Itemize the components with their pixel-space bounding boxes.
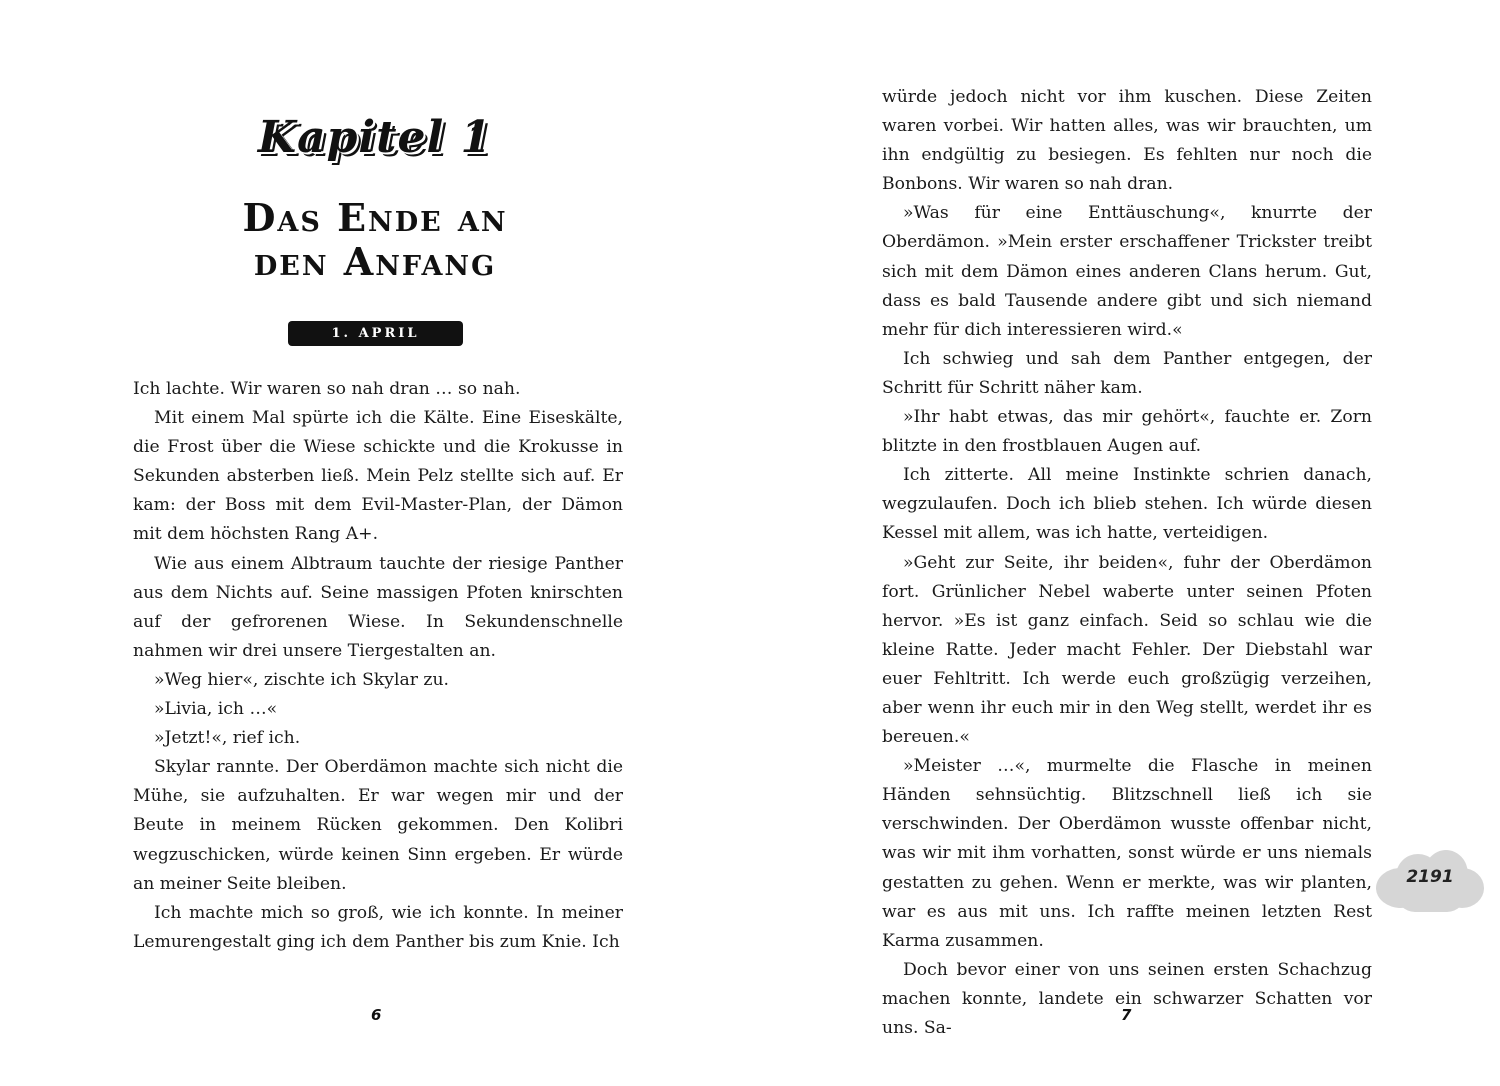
paragraph: Skylar rannte. Der Oberdämon machte sich nicht die Mühe, sie aufzuhalten. Er war wegen mir und der Beute in meinem Rücken gekommen. Den Kolibri wegzuschicken, würde keinen Sinn ergeben. Er würde an meiner Seite bleiben. xyxy=(133,757,623,894)
paragraph: Ich machte mich so groß, wie ich konnte. In meiner Lemurengestalt ging ich dem Panther bis zum Knie. Ich xyxy=(133,902,623,952)
right-page xyxy=(750,0,1500,1086)
cloud-badge xyxy=(1376,850,1484,912)
right-body-text xyxy=(882,83,1372,1043)
paragraph: »Ihr habt etwas, das mir gehört«, fauchte er. Zorn blitzte in den frostblauen Augen auf. xyxy=(882,407,1372,457)
paragraph: Ich schwieg und sah dem Panther entgegen, der Schritt für Schritt näher kam. xyxy=(882,348,1372,398)
paragraph: Ich lachte. Wir waren so nah dran … so nah. xyxy=(133,379,521,399)
paragraph: Mit einem Mal spürte ich die Kälte. Eine Eiseskälte, die Frost über die Wiese schickte und die Krokusse in Sekunden absterben ließ. Mein Pelz stellte sich auf. Er kam: der Boss mit dem Evil-Master-Plan, der Dämon mit dem höchsten Rang A+. xyxy=(133,408,623,545)
cloud-badge-number: 2191 xyxy=(1406,867,1454,887)
left-body-text xyxy=(133,375,623,957)
paragraph: »Jetzt!«, rief ich. xyxy=(154,728,301,749)
paragraph: Wie aus einem Albtraum tauchte der riesige Panther aus dem Nichts auf. Seine massigen Pfoten knirschten auf der gefrorenen Wiese. In Sekundenschnelle nahmen wir drei unsere Tiergestalten an. xyxy=(133,553,623,661)
date-badge: 1. APRIL xyxy=(288,321,463,346)
chapter-label: Kapitel 1 xyxy=(257,112,493,163)
paragraph: Ich zitterte. All meine Instinkte schrien danach, wegzulaufen. Doch ich blieb stehen. Ich würde diesen Kessel mit allem, was ich hatte, verteidigen. xyxy=(882,465,1372,544)
page-number-left: 6 xyxy=(371,1006,382,1024)
paragraph: »Geht zur Seite, ihr beiden«, fuhr der Oberdämon fort. Grünlicher Nebel waberte unter seinen Pfoten hervor. »Es ist ganz einfach. Seid so schlau wie die kleine Ratte. Jeder macht Fehler. Der Diebstahl war euer Fehltritt. Ich werde euch großzügig verzeihen, aber wenn ihr euch mir in den Weg stellt, werdet ihr es bereuen.« xyxy=(882,552,1372,748)
paragraph: »Was für eine Enttäuschung«, knurrte der Oberdämon. »Mein erster erschaffener Trickster treibt sich mit dem Dämon eines anderen Clans herum. Gut, dass es bald Tausende andere gibt und sich niemand mehr für dich interessieren wird.« xyxy=(882,203,1372,340)
paragraph: »Meister …«, murmelte die Flasche in meinen Händen sehnsüchtig. Blitzschnell ließ ich sie verschwinden. Der Oberdämon wusste offenbar nicht, was wir mit ihm vorhatten, sonst würde er uns niemals gestatten zu gehen. Wenn er merkte, was wir planten, war es aus mit uns. Ich raffte meinen letzten Rest Karma zusammen. xyxy=(882,756,1372,951)
paragraph: »Weg hier«, zischte ich Skylar zu. xyxy=(154,669,449,690)
paragraph: Doch bevor einer von uns seinen ersten Schachzug machen konnte, landete ein schwarzer Schatten vor uns. Sa- xyxy=(882,959,1372,1038)
chapter-title xyxy=(0,196,750,284)
chapter-title-line-1: Das Ende an xyxy=(242,195,508,240)
page-number-right: 7 xyxy=(1121,1006,1132,1024)
paragraph: »Livia, ich …« xyxy=(154,699,278,720)
chapter-title-line-2: den Anfang xyxy=(253,239,497,284)
paragraph: würde jedoch nicht vor ihm kuschen. Diese Zeiten waren vorbei. Wir hatten alles, was wir brauchten, um ihn endgültig zu besiegen. Es fehlten nur noch die Bonbons. Wir waren so nah dran. xyxy=(882,87,1372,195)
